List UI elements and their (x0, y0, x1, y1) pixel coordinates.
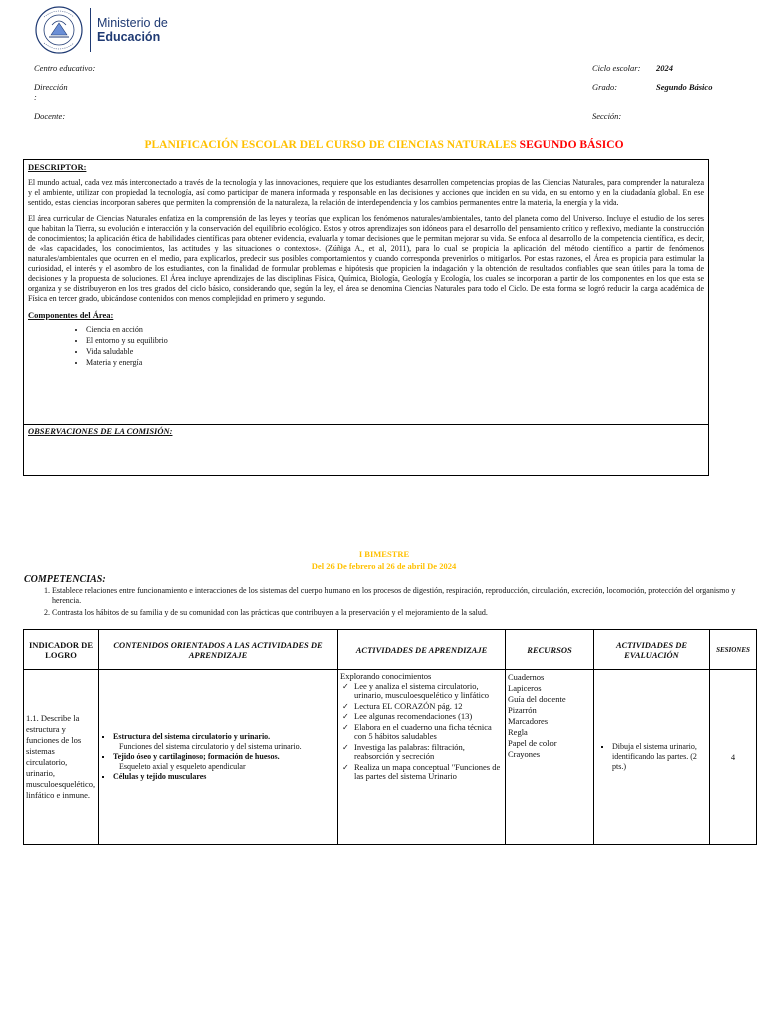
logo-divider (90, 8, 91, 52)
table-row (24, 670, 757, 845)
header-recursos: RECURSOS (506, 630, 594, 670)
list-item: ▪ Dibuja el sistema urinario, identificando las partes. (2 pts.) (612, 742, 707, 772)
actividades-lead: Explorando conocimientos (340, 671, 432, 681)
list-item: ✓ Investiga las palabras: filtración, reabsorción y secreción (354, 743, 503, 762)
header-contenidos: CONTENIDOS ORIENTADOS A LAS ACTIVIDADES DE APRENDIZAJE (99, 630, 338, 670)
list-item: 2. Contrasta los hábitos de su familia y de su comunidad con las prácticas que contribuyen a la preservación y el mejoramiento de la salud. (52, 608, 757, 618)
actividades-cell (338, 670, 506, 845)
descriptor-paragraph-2: El área curricular de Ciencias Naturales enfatiza en la comprensión de las leyes y teorías que explican los fenómenos naturales/ambientales, tanto del planeta como del Universo. Incluye el estudio de los seres que habitan la Tierra, su evolución e interacción y la conservación del equilibrio ecológico. Estos y otros aprendizajes son idóneos para el desarrollo del pensamiento crítico y reflexivo, mediante la construcción de conocimientos; la aplicación ética de habilidades científicas para obtener evidencia, evaluarla y tomar decisiones que le permitan mejorar su vida. Se enfoca al desarrollo de la competencia científica, es decir, de «las capacidades, los conocimientos, las actitudes y las situaciones o contextos». (Zúñiga A., et al, 2011), para lo cual se propicia la aplicación del método científico a partir de fenómenos naturales/ambientales que ocurren en el medio, para explicarlos, predecir sus posibles comportamientos y cuando corresponda prevenirlos o mitigarlos. Por estas razones, el Área es propicia para estimular la curiosidad, el interés y el asombro de los estudiantes, con la finalidad de formular problemas e hipótesis que propicien la indagación y la obtención de resultados confiables que sean útiles para la toma de decisiones y la propuesta de soluciones. El Área incluye aprendizajes de las disciplinas Física, Química, Biología, Geología y Ecología, los cuales se incorporan a partir de los componentes en los que esta se organiza y se distribuyeron en los tres grados del ciclo básico, considerando que, según la ley, el área se denomina Ciencias Naturales para todo el Ciclo. De esta forma se logró reducir la carga académica de Física en tercer grado, ubicándose contenidos con menos complejidad en primero y segundo. (28, 214, 704, 303)
evaluacion-cell (594, 670, 710, 845)
indicador-cell: 1.1. Describe la estructura y funciones de los sistemas circulatorio, urinario, musculoesquelético, linfático e inmune. (24, 670, 99, 845)
list-item: Crayones (508, 749, 541, 759)
ciclo-escolar-label: Ciclo escolar: (592, 63, 641, 73)
descriptor-box (23, 159, 709, 476)
docente-label: Docente: (34, 111, 66, 121)
contenidos-cell (99, 670, 338, 845)
header-indicador: INDICADOR DE LOGRO (24, 630, 99, 670)
grado-label: Grado: (592, 82, 618, 92)
header-evaluacion: ACTIVIDADES DE EVALUACIÓN (594, 630, 710, 670)
competencias-heading: COMPETENCIAS: (24, 574, 106, 585)
recursos-cell (506, 670, 594, 845)
list-item: ✓ Lee y analiza el sistema circulatorio, urinario, musculoesquelético y linfático (354, 682, 503, 701)
bimestre-title: I BIMESTRE (358, 549, 410, 559)
title-grade: SEGUNDO BÁSICO (519, 139, 624, 151)
seccion-label: Sección: (592, 111, 622, 121)
competencias-list (24, 586, 757, 620)
components-list (28, 324, 704, 368)
document-title (0, 139, 768, 151)
logo-line-1: Ministerio de (97, 16, 168, 30)
list-item: Guía del docente (508, 694, 566, 704)
list-item: Regla (508, 727, 528, 737)
observations-heading: OBSERVACIONES DE LA COMISIÓN: (28, 426, 173, 436)
list-item: ✓ Lectura EL CORAZÓN pág. 12 (354, 702, 503, 712)
ciclo-escolar-value: 2024 (656, 63, 673, 73)
header-actividades: ACTIVIDADES DE APRENDIZAJE (338, 630, 506, 670)
bimestre-dates: Del 26 De febrero al 26 de abril De 2024 (311, 561, 457, 571)
list-item: Cuadernos (508, 672, 545, 682)
list-item: Marcadores (508, 716, 549, 726)
sesiones-cell: 4 (710, 670, 757, 845)
list-item: ▪ Células y tejido musculares (113, 772, 335, 782)
centro-educativo-label: Centro educativo: (34, 63, 96, 73)
list-item: ✓ Elabora en el cuaderno una ficha técnica con 5 hábitos saludables (354, 723, 503, 742)
grado-value: Segundo Básico (656, 82, 713, 92)
planning-table (23, 629, 757, 845)
list-item: • El entorno y su equilibrio (86, 335, 704, 346)
direccion-label: Dirección (34, 82, 68, 92)
table-header-row (24, 630, 757, 670)
ministry-logo (34, 6, 168, 54)
logo-line-2: Educación (97, 30, 161, 44)
descriptor-content (28, 162, 704, 368)
header-sesiones: SESIONES (710, 630, 757, 670)
list-item: 1. Establece relaciones entre funcionamiento e interacciones de los sistemas del cuerpo humano en los procesos de digestión, respiración, reproducción, circulación, excreción, locomoción, protección del organismo y herencia. (52, 586, 757, 606)
list-item: Lapiceros (508, 683, 542, 693)
logo-wordmark (97, 16, 168, 44)
descriptor-paragraph-1: El mundo actual, cada vez más interconectado a través de la tecnología y las innovaciones, requiere que los estudiantes desarrollen competencias propias de las Ciencias Naturales, para comprender la naturaleza y el ambiente, utilizar con propiedad la tecnología, así como participar de manera informada y responsable en las decisiones y acciones que inciden en su vida, en su entorno y en la ciudadanía global. En ese sentido, estas ciencias incorporan saberes que permiten la comprensión de la naturaleza, la relación de interdependencia y los cambios permanentes entre la materia, la energía y la vida. (28, 178, 704, 207)
observations-divider (24, 424, 708, 425)
direccion-colon: : (34, 92, 37, 102)
list-item: ✓ Lee algunas recomendaciones (13) (354, 712, 503, 722)
components-heading: Componentes del Área: (28, 310, 114, 320)
descriptor-heading: DESCRIPTOR: (28, 162, 87, 172)
list-item: ▪ Estructura del sistema circulatorio y urinario. Funciones del sistema circulatorio y del sistema urinario. (113, 732, 335, 752)
title-course: PLANIFICACIÓN ESCOLAR DEL CURSO DE CIENCIAS NATURALES (144, 139, 520, 151)
list-item: • Vida saludable (86, 346, 704, 357)
guatemala-seal-icon (34, 5, 84, 55)
list-item: • Ciencia en acción (86, 324, 704, 335)
list-item: Pizarrón (508, 705, 537, 715)
list-item: Papel de color (508, 738, 557, 748)
list-item: ▪ Tejido óseo y cartilaginoso; formación de huesos. Esqueleto axial y esqueleto apendicular (113, 752, 335, 772)
list-item: • Materia y energía (86, 357, 704, 368)
list-item: ✓ Realiza un mapa conceptual "Funciones de las partes del sistema Urinario (354, 763, 503, 782)
